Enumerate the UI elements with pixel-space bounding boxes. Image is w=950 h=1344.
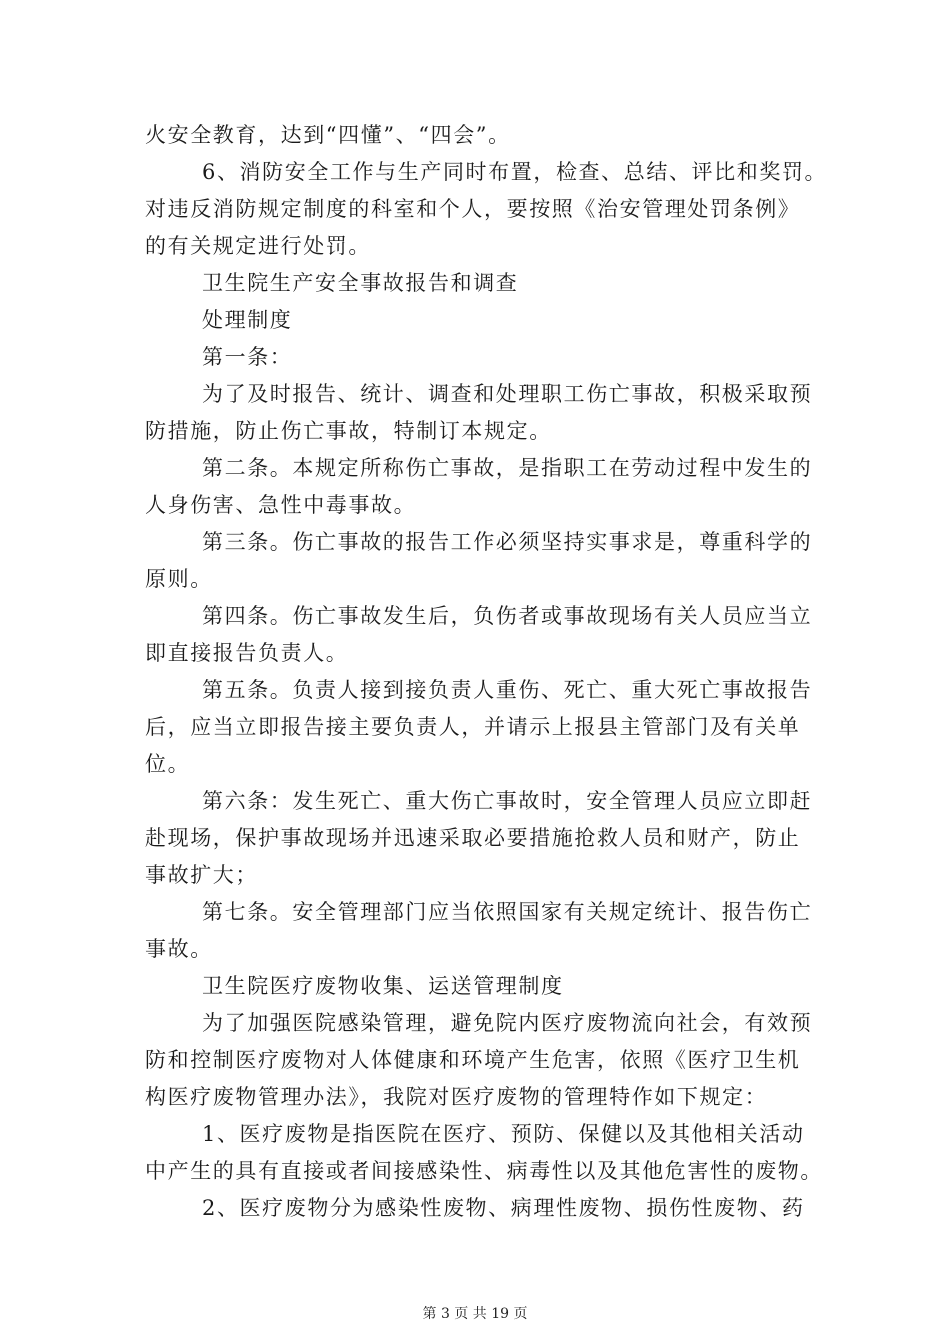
section-heading: 处理制度: [202, 308, 293, 332]
text-line: 第四条。伤亡事故发生后，负伤者或事故现场有关人员应当立: [202, 604, 813, 628]
page-footer: [0, 1303, 950, 1323]
text-line: 2、医疗废物分为感染性废物、病理性废物、损伤性废物、药: [202, 1196, 805, 1220]
article-heading: 第一条：: [202, 345, 293, 369]
text-line: 火安全教育，达到“四懂”、“四会”。: [145, 123, 511, 147]
page-number: 第 3 页 共 19 页: [422, 1306, 528, 1322]
text-line: 为了及时报告、统计、调查和处理职工伤亡事故，积极采取预: [202, 382, 813, 406]
text-line: 位。: [145, 752, 191, 776]
text-line: 事故扩大；: [145, 863, 258, 887]
text-line: 6、消防安全工作与生产同时布置，检查、总结、评比和奖罚。: [202, 160, 828, 184]
text-line: 第三条。伤亡事故的报告工作必须坚持实事求是，尊重科学的: [202, 530, 813, 554]
text-line: 原则。: [145, 567, 213, 591]
text-line: 即直接报告负责人。: [145, 641, 349, 665]
text-line: 第二条。本规定所称伤亡事故，是指职工在劳动过程中发生的: [202, 456, 813, 480]
section-heading: 卫生院医疗废物收集、运送管理制度: [202, 974, 564, 998]
text-line: 1、医疗废物是指医院在医疗、预防、保健以及其他相关活动: [202, 1122, 805, 1146]
text-line: 中产生的具有直接或者间接感染性、病毒性以及其他危害性的废物。: [145, 1159, 823, 1183]
text-line: 后，应当立即报告接主要负责人，并请示上报县主管部门及有关单: [145, 715, 801, 739]
text-line: 第七条。安全管理部门应当依照国家有关规定统计、报告伤亡: [202, 900, 813, 924]
section-heading: 卫生院生产安全事故报告和调查: [202, 271, 519, 295]
text-line: 的有关规定进行处罚。: [145, 234, 371, 258]
text-line: 防措施，防止伤亡事故，特制订本规定。: [145, 419, 552, 443]
text-line: 第五条。负责人接到接负责人重伤、死亡、重大死亡事故报告: [202, 678, 813, 702]
text-line: 构医疗废物管理办法》，我院对医疗废物的管理特作如下规定：: [145, 1085, 768, 1109]
text-line: 对违反消防规定制度的科室和个人，要按照《治安管理处罚条例》: [145, 197, 801, 221]
text-line: 第六条：发生死亡、重大伤亡事故时，安全管理人员应立即赶: [202, 789, 813, 813]
text-line: 赴现场，保护事故现场并迅速采取必要措施抢救人员和财产，防止: [145, 826, 801, 850]
text-line: 防和控制医疗废物对人体健康和环境产生危害，依照《医疗卫生机: [145, 1048, 801, 1072]
text-line: 事故。: [145, 937, 213, 961]
text-line: 人身伤害、急性中毒事故。: [145, 493, 417, 517]
text-line: 为了加强医院感染管理，避免院内医疗废物流向社会，有效预: [202, 1011, 813, 1035]
